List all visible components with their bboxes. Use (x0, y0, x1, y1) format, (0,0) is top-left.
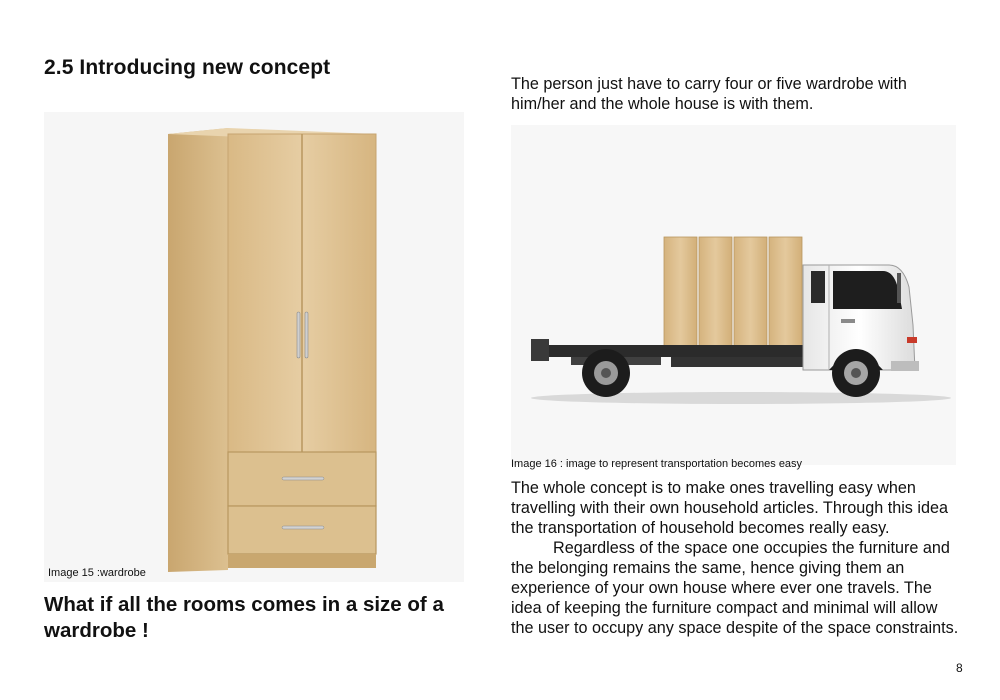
wardrobe-image (44, 112, 464, 582)
page-number: 8 (956, 661, 963, 675)
body-text (511, 478, 961, 638)
truck-image (511, 125, 956, 465)
wardrobe-caption: Image 15 :wardrobe (48, 567, 146, 579)
section-title: 2.5 Introducing new concept (44, 56, 331, 79)
question-heading: What if all the rooms comes in a size of a wardrobe ! (44, 593, 444, 642)
truck-caption: Image 16 : image to represent transportation becomes easy (511, 458, 803, 470)
body-paragraph-1: The whole concept is to make ones travelling easy when travelling with their own household articles. Through this idea the transportation of household becomes really easy. (511, 479, 949, 537)
body-paragraph-2: Regardless of the space one occupies the furniture and the belonging remains the same, hence giving them an experience of your own house where ever one travels. The idea of keeping the furniture compact and minimal will allow the user to occupy any space despite of the space constraints. (511, 539, 959, 637)
intro-paragraph: The person just have to carry four or five wardrobe with him/her and the whole house is with them. (511, 75, 907, 113)
